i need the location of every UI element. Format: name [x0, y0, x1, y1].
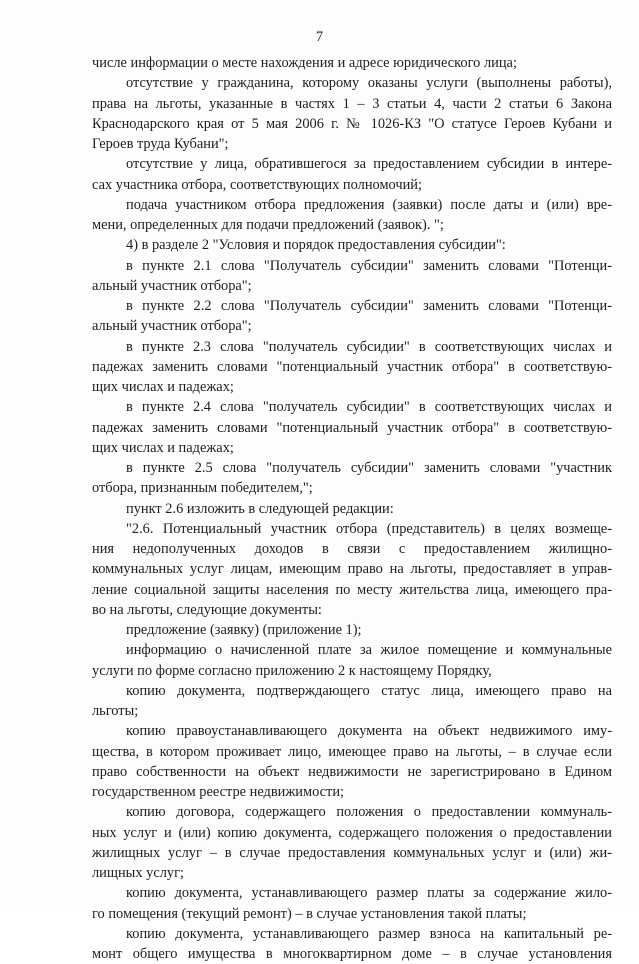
text-line: падежах заменить словами "потенциальный участник отбора" в соответствую-: [92, 358, 612, 375]
page-number: 7: [315, 29, 324, 45]
text-line: в пункте 2.5 слова "получатель субсидии" заменить словами "участник: [126, 460, 612, 476]
text-line: во на льготы, следующие документы:: [92, 601, 322, 618]
text-line: информацию о начисленной плате за жилое помещение и коммунальные: [126, 642, 612, 659]
text-line: услуги по форме согласно приложению 2 к настоящему Порядку,: [92, 662, 492, 679]
text-line: пункт 2.6 изложить в следующей редакции:: [126, 500, 394, 517]
text-line: отбора, признанным победителем,";: [92, 480, 313, 497]
text-line: в пункте 2.3 слова "получатель субсидии" в соответствующих числах и: [126, 338, 612, 355]
text-line: право собственности на объект недвижимости не зарегистрировано в Едином: [92, 763, 612, 780]
text-line: числе информации о месте нахождения и адресе юридического лица;: [92, 55, 517, 71]
text-line: отсутствие у гражданина, которому оказаны услуги (выполнены работы),: [126, 75, 612, 92]
text-line: права на льготы, указанные в частях 1 – 3 статьи 4, части 2 статьи 6 Закона: [92, 95, 612, 112]
text-line: отсутствие у лица, обратившегося за предоставлением субсидии в интере-: [126, 156, 612, 173]
text-line: копию документа, подтверждающего статус лица, имеющего право на: [126, 682, 612, 699]
text-line: Героев труда Кубани";: [92, 136, 229, 152]
text-line: сах участника отбора, соответствующих полномочий;: [92, 176, 423, 193]
text-line: Краснодарского края от 5 мая 2006 г. № 1026-КЗ "О статусе Героев Кубани и: [92, 115, 612, 132]
text-line: коммунальных услуг лицам, имеющим право на льготы, предоставляет в управ-: [92, 561, 612, 578]
document-body: [92, 53, 612, 964]
text-line: государственном реестре недвижимости;: [92, 784, 345, 800]
text-line: ление социальной защиты населения по месту жительства лица, имеющего пра-: [92, 581, 612, 598]
text-line: падежах заменить словами "потенциальный участник отбора" в соответствую-: [92, 419, 612, 436]
text-line: мени, определенных для подачи предложений (заявок). ";: [92, 217, 444, 233]
text-line: 4) в разделе 2 "Условия и порядок предоставления субсидии":: [126, 237, 506, 254]
text-line: щих числах и падежах;: [92, 439, 234, 456]
text-line: в пункте 2.1 слова "Получатель субсидии" заменить словами "Потенци-: [126, 257, 612, 274]
text-line: монт общего имущества в многоквартирном доме – в случае установления: [92, 946, 612, 962]
text-line: льготы;: [92, 703, 139, 719]
text-line: лищных услуг;: [92, 865, 184, 881]
text-line: "2.6. Потенциальный участник отбора (представитель) в целях возмеще-: [126, 520, 612, 537]
text-line: ния недополученных доходов в связи с предоставлением жилищно-: [92, 541, 612, 557]
text-line: копию документа, устанавливающего размер платы за содержание жило-: [126, 885, 612, 902]
text-line: копию правоустанавливающего документа на объект недвижимого иму-: [126, 723, 612, 740]
text-line: жилищных услуг – в случае предоставления коммунальных услуг и (или) жи-: [92, 844, 612, 861]
text-line: копию договора, содержащего положения о предоставлении коммуналь-: [126, 804, 612, 821]
text-line: альный участник отбора";: [92, 277, 252, 294]
text-line: щих числах и падежах;: [92, 379, 234, 395]
text-line: подача участником отбора предложения (заявки) после даты и (или) вре-: [126, 196, 612, 213]
text-line: в пункте 2.4 слова "получатель субсидии" в соответствующих числах и: [126, 399, 612, 416]
text-line: ных услуг и (или) копию документа, содержащего положения о предоставлении: [92, 824, 612, 841]
text-line: альный участник отбора";: [92, 318, 252, 335]
text-line: го помещения (текущий ремонт) – в случае установления такой платы;: [92, 905, 527, 922]
text-line: щества, в котором проживает лицо, имеющее право на льготы, – в случае если: [92, 743, 612, 760]
text-line: копию документа, устанавливающего размер взноса на капитальный ре-: [126, 925, 612, 942]
text-line: в пункте 2.2 слова "Получатель субсидии" заменить словами "Потенци-: [126, 298, 612, 314]
text-line: предложение (заявку) (приложение 1);: [126, 622, 362, 638]
